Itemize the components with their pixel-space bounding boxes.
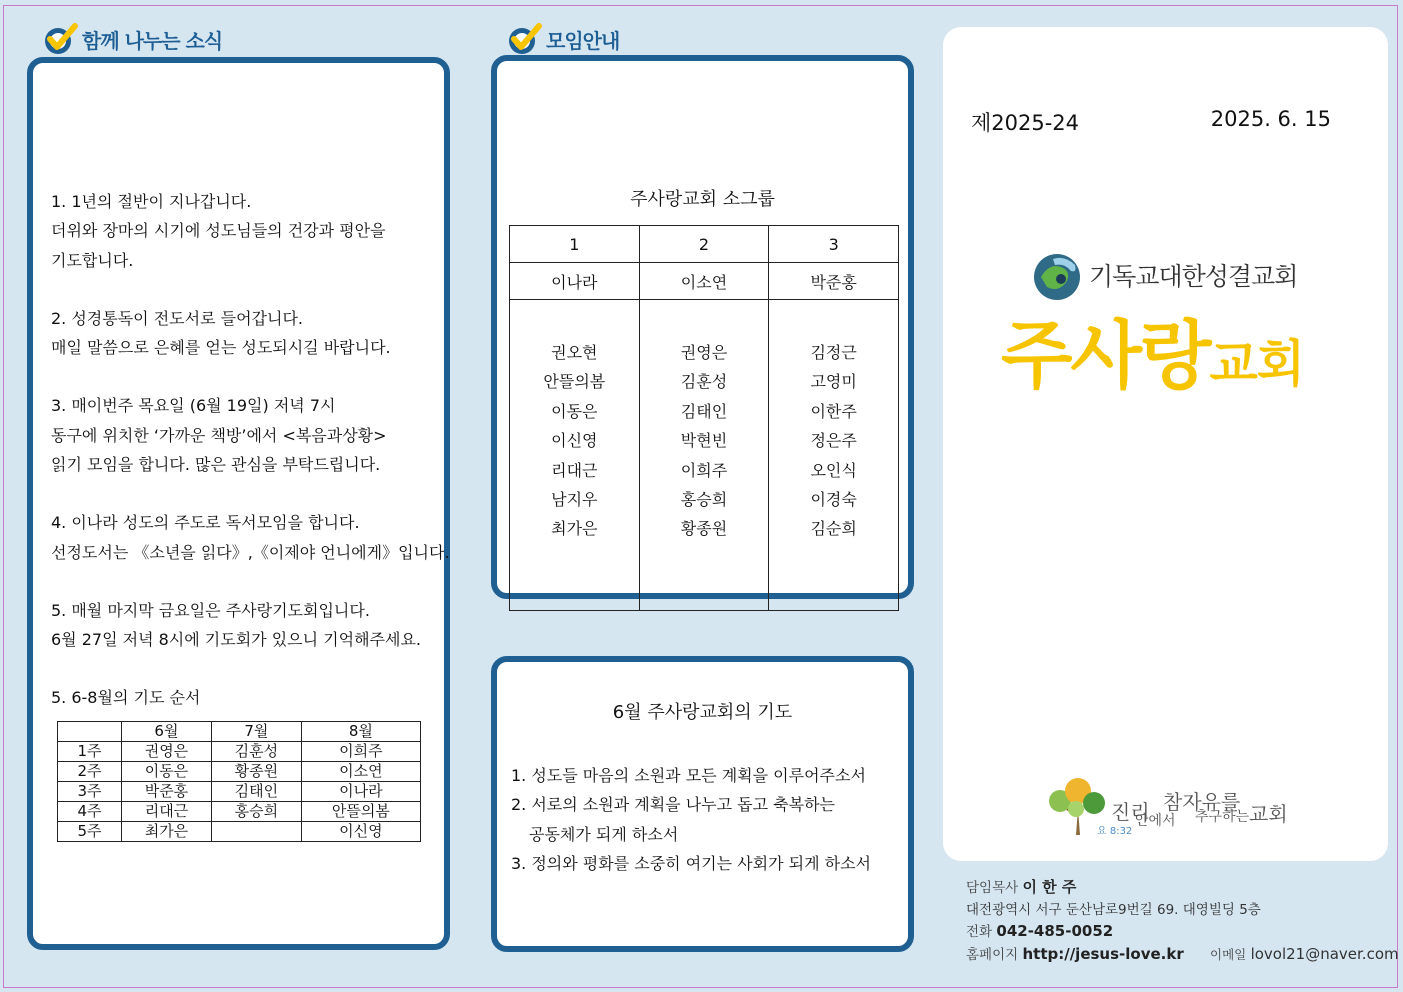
group-member: 리대근 bbox=[551, 460, 598, 480]
news-panel bbox=[27, 57, 450, 950]
prayer-line: 3. 정의와 평화를 소중히 여기는 사회가 되게 하소서 bbox=[511, 853, 871, 873]
table-cell: 이나라 bbox=[301, 782, 420, 802]
small-groups-title: 주사랑교회 소그룹 bbox=[630, 189, 775, 210]
group-member: 김순희 bbox=[810, 519, 857, 539]
news-line: 6월 27일 저녁 8시에 기도회가 있으니 기억해주세요. bbox=[51, 630, 421, 650]
monthly-prayer-title: 6월 주사랑교회의 기도 bbox=[612, 702, 793, 723]
email-link[interactable]: lovol21@naver.com bbox=[1250, 944, 1399, 963]
phone-line bbox=[966, 921, 1399, 944]
group-member: 고영미 bbox=[810, 372, 857, 392]
cover-panel bbox=[943, 27, 1388, 861]
news-line: 3. 매이번주 목요일 (6월 19일) 저녁 7시 bbox=[51, 396, 336, 416]
church-name-suffix: 교회 bbox=[1209, 335, 1305, 393]
news-line: 1. 1년의 절반이 지나갑니다. bbox=[51, 192, 252, 211]
table-cell: 황종원 bbox=[211, 762, 301, 782]
phone-label: 전화 bbox=[966, 924, 993, 940]
checkmark-badge-icon bbox=[506, 22, 542, 56]
table-cell: 1주 bbox=[58, 742, 122, 762]
web-line bbox=[966, 944, 1399, 967]
prayer-line: 2. 서로의 소원과 계획을 나누고 돕고 축복하는 bbox=[511, 795, 835, 815]
news-heading-text: 함께 나누는 소식 bbox=[82, 28, 223, 53]
group-member: 오인식 bbox=[810, 460, 857, 480]
address: 대전광역시 서구 둔산남로9번길 69. 대영빌딩 5층 bbox=[966, 901, 1261, 918]
small-groups-table bbox=[509, 225, 899, 611]
homepage-label: 홈페이지 bbox=[966, 946, 1019, 963]
issue-date: 2025. 6. 15 bbox=[1210, 107, 1331, 131]
prayer-list bbox=[511, 761, 871, 878]
news-line: 4. 이나라 성도의 주도로 독서모임을 합니다. bbox=[51, 513, 360, 533]
group-number: 1 bbox=[510, 226, 640, 263]
group-member: 이희주 bbox=[680, 460, 728, 480]
group-member: 이경숙 bbox=[810, 490, 857, 510]
group-leader: 이나라 bbox=[510, 263, 640, 300]
table-cell: 최가은 bbox=[122, 822, 212, 842]
prayer-line: 공동체가 되게 하소서 bbox=[529, 824, 679, 844]
group-member: 안뜰의봄 bbox=[543, 372, 606, 392]
gathering-heading bbox=[506, 22, 619, 56]
news-list bbox=[51, 187, 450, 684]
email-label: 이메일 bbox=[1210, 946, 1247, 962]
group-member: 홍승희 bbox=[680, 490, 728, 510]
group-number-row bbox=[510, 226, 899, 263]
table-row bbox=[58, 802, 421, 822]
group-member: 이신영 bbox=[551, 431, 598, 451]
news-line: 5. 매월 마지막 금요일은 주사랑기도회입니다. bbox=[51, 600, 370, 620]
table-cell: 5주 bbox=[58, 822, 122, 842]
news-item bbox=[51, 391, 431, 479]
table-cell: 홍승희 bbox=[211, 802, 301, 822]
news-heading bbox=[42, 22, 222, 56]
gathering-heading-text: 모임안내 bbox=[546, 28, 620, 53]
group-member: 김정근 bbox=[810, 343, 857, 362]
table-cell: 리대근 bbox=[122, 802, 212, 822]
group-number: 2 bbox=[639, 226, 769, 263]
table-header-cell: 7월 bbox=[211, 722, 301, 742]
group-member: 이동은 bbox=[551, 401, 598, 421]
group-members-cell bbox=[639, 300, 769, 611]
table-header-cell: 8월 bbox=[301, 722, 420, 742]
group-member: 김훈성 bbox=[680, 372, 728, 392]
table-cell: 이동은 bbox=[122, 762, 212, 782]
table-cell: 김태인 bbox=[211, 782, 301, 802]
table-cell: 이소연 bbox=[301, 762, 420, 782]
church-motto bbox=[1109, 782, 1309, 842]
group-members-row bbox=[510, 300, 899, 611]
news-line: 동구에 위치한 ‘가까운 책방’에서 <복음과상황> bbox=[51, 425, 387, 445]
schedule-title: 5. 6-8월의 기도 순서 bbox=[51, 688, 201, 707]
group-member: 최가은 bbox=[551, 519, 598, 539]
table-cell bbox=[211, 822, 301, 842]
phone-number: 042-485-0052 bbox=[996, 922, 1114, 940]
news-item bbox=[51, 187, 431, 275]
table-cell: 권영은 bbox=[122, 742, 212, 762]
news-item bbox=[51, 304, 431, 363]
motto-verse-reference: 요 8:32 bbox=[1097, 826, 1133, 837]
table-cell: 이희주 bbox=[301, 742, 420, 762]
group-member: 이한주 bbox=[810, 401, 857, 421]
news-line: 읽기 모임을 합니다. 많은 관심을 부탁드립니다. bbox=[51, 455, 381, 475]
motto-word: 참자유를 bbox=[1163, 790, 1241, 814]
group-member: 김태인 bbox=[680, 401, 728, 421]
table-row bbox=[58, 762, 421, 782]
news-line: 매일 말씀으로 은혜를 얻는 성도되시길 바랍니다. bbox=[51, 338, 391, 358]
table-header-cell bbox=[58, 722, 122, 742]
table-cell: 안뜰의봄 bbox=[301, 802, 420, 822]
news-line: 더위와 장마의 시기에 성도님들의 건강과 평안을 bbox=[51, 221, 386, 241]
checkmark-badge-icon bbox=[42, 22, 78, 56]
table-row bbox=[58, 782, 421, 802]
table-cell: 2주 bbox=[58, 762, 122, 782]
group-member: 정은주 bbox=[810, 431, 857, 451]
group-member: 남지우 bbox=[551, 490, 598, 510]
motto-word: 안에서 bbox=[1135, 813, 1176, 829]
contact-info bbox=[966, 877, 1399, 966]
news-line: 기도합니다. bbox=[51, 250, 134, 270]
news-item bbox=[51, 508, 450, 567]
prayer-schedule-table bbox=[57, 721, 421, 842]
group-number: 3 bbox=[769, 226, 899, 263]
table-cell: 김훈성 bbox=[211, 742, 301, 762]
motto-word: 추구하는 bbox=[1195, 809, 1250, 825]
group-member: 황종원 bbox=[680, 519, 728, 539]
homepage-link[interactable]: http://jesus-love.kr bbox=[1022, 944, 1184, 963]
group-member: 권영은 bbox=[680, 343, 728, 362]
pastor-line bbox=[966, 877, 1399, 900]
church-name-main: 주사랑 bbox=[1001, 313, 1210, 399]
issue-number: 제2025-24 bbox=[971, 111, 1080, 135]
group-leader-row bbox=[510, 263, 899, 300]
group-leader: 이소연 bbox=[639, 263, 769, 300]
table-cell: 3주 bbox=[58, 782, 122, 802]
group-members-cell bbox=[510, 300, 640, 611]
group-leader: 박준홍 bbox=[769, 263, 899, 300]
news-item bbox=[51, 596, 431, 655]
small-groups-panel bbox=[491, 55, 914, 599]
table-header-cell: 6월 bbox=[122, 722, 212, 742]
pastor-label: 담임목사 bbox=[966, 880, 1019, 896]
group-members-cell bbox=[769, 300, 899, 611]
news-line: 2. 성경통독이 전도서로 들어갑니다. bbox=[51, 308, 303, 328]
table-row bbox=[58, 742, 421, 762]
motto-word: 진리 bbox=[1111, 800, 1150, 824]
church-name-logo bbox=[1001, 297, 1304, 403]
table-header-row bbox=[58, 722, 421, 742]
motto-word: 교회 bbox=[1249, 802, 1288, 826]
denomination-name: 기독교대한성결교회 bbox=[1089, 262, 1298, 291]
prayer-line: 1. 성도들 마음의 소원과 모든 계획을 이루어주소서 bbox=[511, 766, 866, 785]
table-cell: 4주 bbox=[58, 802, 122, 822]
monthly-prayer-panel bbox=[491, 656, 914, 952]
pastor-name: 이 한 주 bbox=[1022, 878, 1077, 896]
denomination-emblem-icon bbox=[1031, 251, 1083, 303]
group-member: 권오현 bbox=[551, 343, 598, 362]
news-line: 선정도서는 《소년을 읽다》,《이제야 언니에게》입니다. bbox=[51, 542, 450, 562]
table-row bbox=[58, 822, 421, 842]
table-cell: 박준홍 bbox=[122, 782, 212, 802]
table-cell: 이신영 bbox=[301, 822, 420, 842]
group-member: 박현빈 bbox=[680, 431, 728, 451]
